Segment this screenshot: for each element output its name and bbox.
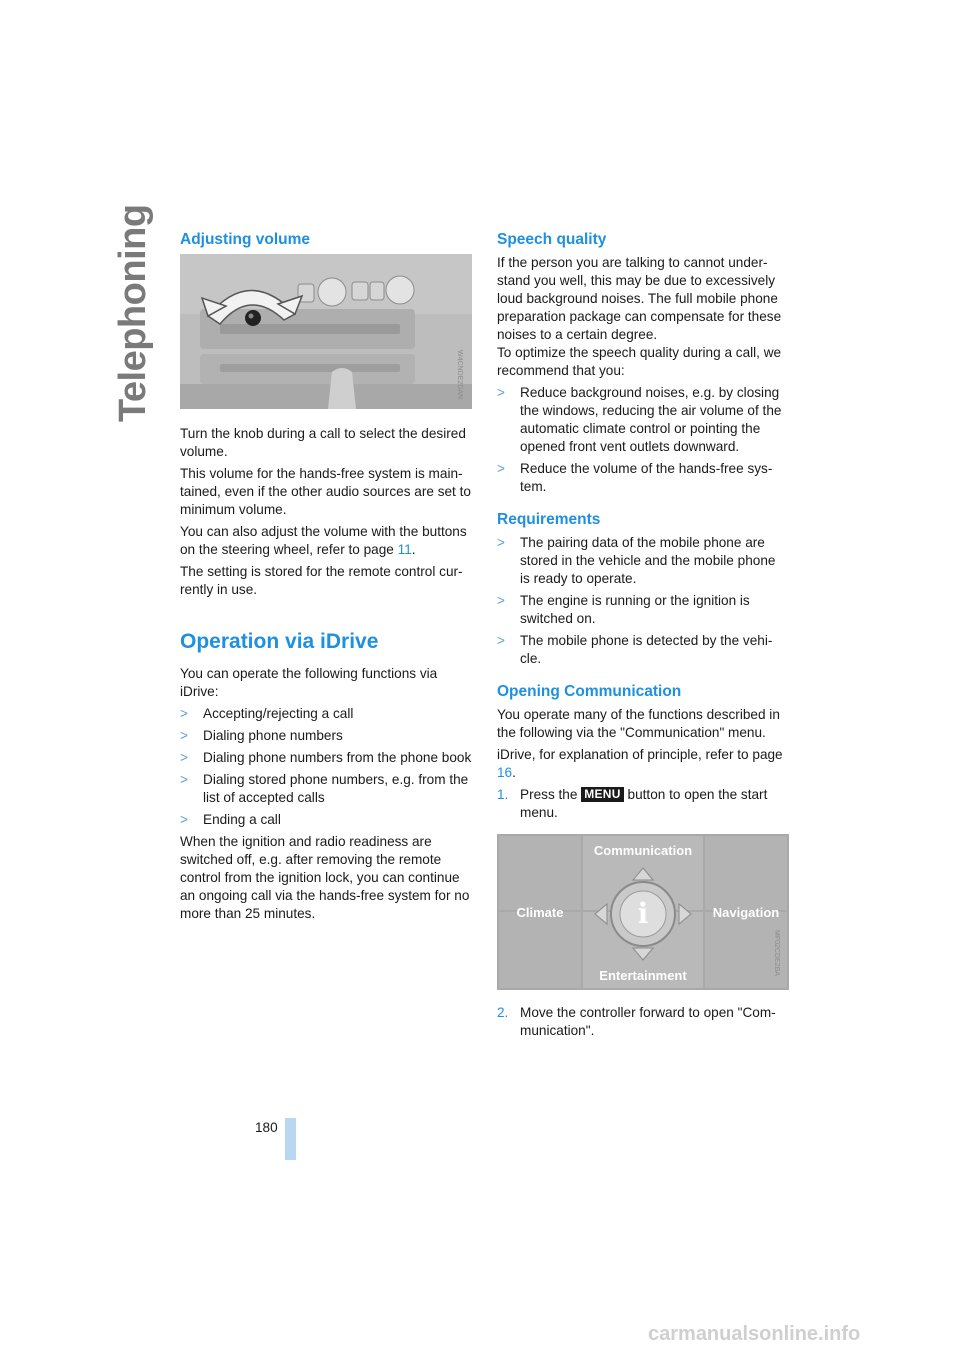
list-item: > Dialing stored phone numbers, e.g. from the list of accepted calls xyxy=(180,772,469,805)
bullet-marker: > xyxy=(180,812,188,827)
section-heading-adjusting-volume: Adjusting volume xyxy=(180,231,311,248)
bullet-marker: > xyxy=(497,385,505,400)
paragraph: You can operate the following functions via iDrive: xyxy=(180,666,438,699)
section-heading-speech-quality: Speech quality xyxy=(497,231,607,248)
paragraph: When the ignition and radio readiness are switched off, e.g. after removing the remote control from the ignition lock, you can continue an ongoing call via the hands-free system for no more than 25 minutes. xyxy=(180,834,470,921)
paragraph: To optimize the speech quality during a call, we recommend that you: xyxy=(497,345,782,378)
step-number: 1. xyxy=(497,787,509,802)
menu-option-navigation: Navigation xyxy=(712,905,780,920)
left-column xyxy=(180,230,472,927)
bullet-marker: > xyxy=(180,750,188,765)
bullet-marker: > xyxy=(180,706,188,721)
right-column xyxy=(497,230,789,1044)
list-item: > Dialing phone numbers xyxy=(180,728,343,743)
list-item: > Reduce background noises, e.g. by closing the windows, reducing the air volume of the automatic climate control or pointing the opened front vent outlets downward. xyxy=(497,385,782,454)
info-icon: i xyxy=(637,897,649,930)
paragraph: If the person you are talking to cannot under-stand you well, this may be due to excessively loud background noises. The full mobile phone preparation package can compensate for these noises to a certain degree. xyxy=(497,255,782,342)
bullet-marker: > xyxy=(180,728,188,743)
figure-code: MF02CDE2BA xyxy=(773,930,780,976)
list-item: > The engine is running or the ignition is switched on. xyxy=(497,593,750,626)
paragraph: You operate many of the functions described in the following via the "Communication" menu. xyxy=(497,707,780,740)
chapter-title-text: Telephoning xyxy=(112,204,154,422)
paragraph: iDrive, for explanation of principle, refer to page 16. xyxy=(497,747,783,780)
page-number: 180 xyxy=(255,1120,278,1135)
footer-watermark: carmanualsonline.info xyxy=(648,1323,861,1345)
section-heading-opening-communication: Opening Communication xyxy=(497,683,682,700)
list-item: > Reduce the volume of the hands-free sys-tem. xyxy=(497,461,773,494)
list-item: > The pairing data of the mobile phone are stored in the vehicle and the mobile phone is ready to operate. xyxy=(497,535,776,586)
menu-option-communication: Communication xyxy=(593,843,693,858)
menu-option-climate: Climate xyxy=(516,905,564,920)
section-heading-requirements: Requirements xyxy=(497,511,601,528)
volume-knob-illustration xyxy=(180,254,472,409)
list-item: > Ending a call xyxy=(180,812,281,827)
list-item: > Dialing phone numbers from the phone book xyxy=(180,750,472,765)
page-link-11[interactable]: 11 xyxy=(397,542,412,557)
paragraph: This volume for the hands-free system is main-tained, even if the other audio sources are set to minimum volume. xyxy=(180,466,471,517)
side-chapter-title xyxy=(112,204,158,422)
paragraph: You can also adjust the volume with the buttons on the steering wheel, refer to page 11. xyxy=(180,524,467,557)
section-heading-operation-via-idrive: Operation via iDrive xyxy=(180,630,379,653)
page-marker-bar xyxy=(285,1118,296,1160)
bullet-marker: > xyxy=(497,593,505,608)
bullet-marker: > xyxy=(180,772,188,787)
page-link-16[interactable]: 16 xyxy=(497,765,513,780)
menu-option-entertainment: Entertainment xyxy=(599,968,687,983)
dashboard-drawing xyxy=(180,254,472,409)
list-item: > The mobile phone is detected by the vehi-cle. xyxy=(497,633,773,666)
figure-code: W4CNDE2DAN xyxy=(456,350,463,400)
bullet-marker: > xyxy=(497,633,505,648)
idrive-start-menu-illustration xyxy=(497,834,789,990)
menu-key-icon: MENU xyxy=(581,787,624,802)
bullet-marker: > xyxy=(497,535,505,550)
paragraph: Turn the knob during a call to select the desired volume. xyxy=(180,426,466,459)
bullet-marker: > xyxy=(497,461,505,476)
step-item: 1. Press the MENU button to open the start menu. xyxy=(497,787,768,820)
paragraph: The setting is stored for the remote control cur-rently in use. xyxy=(180,564,463,597)
list-item: > Accepting/rejecting a call xyxy=(180,706,354,721)
step-item: 2. Move the controller forward to open "Com-munication". xyxy=(497,1005,776,1038)
step-number: 2. xyxy=(497,1005,509,1020)
